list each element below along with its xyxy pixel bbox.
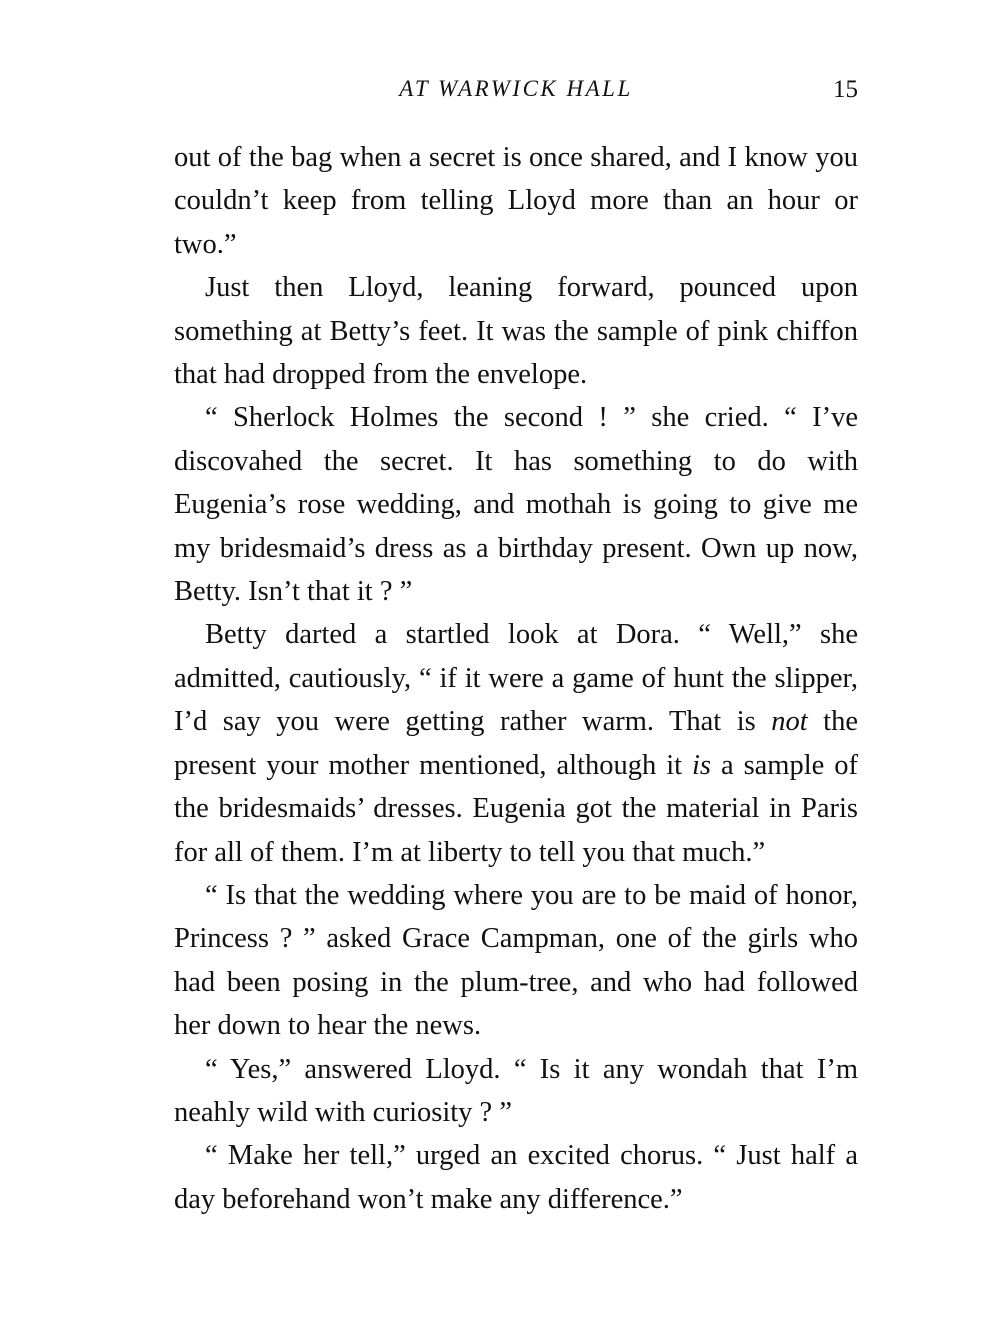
page-number: 15 bbox=[833, 76, 858, 103]
paragraph-text: the present your mother mentioned, although it bbox=[174, 706, 858, 781]
paragraph: “ Make her tell,” urged an excited chorus. “ Just half a day beforehand won’t make any difference.” bbox=[174, 1140, 858, 1215]
paragraph: “ Sherlock Holmes the second ! ” she cried. “ I’ve discovahed the secret. It has something to do with Eugenia’s rose wedding, and mothah is going to give me my bridesmaid’s dress as a birthday present. Own up now, Betty. Isn’t that it ? ” bbox=[174, 402, 858, 608]
body-text bbox=[174, 136, 858, 1221]
paragraph bbox=[174, 613, 858, 873]
emphasis-text: not bbox=[771, 706, 808, 738]
emphasis-text: is bbox=[692, 749, 712, 781]
paragraph-text: Betty darted a startled look at Dora. “ Well,” she admitted, cautiously, “ if it were a game of hunt the slipper, I’d say you were getting rather warm. That is bbox=[174, 619, 858, 738]
running-title: AT WARWICK HALL bbox=[399, 76, 633, 101]
paragraph-continued: out of the bag when a secret is once shared, and I know you couldn’t keep from telling Lloyd more than an hour or two.” bbox=[174, 142, 858, 260]
paragraph-text: a sample of the bridesmaids’ dresses. Eugenia got the material in Paris for all of them. I’m at liberty to tell you that much.” bbox=[174, 749, 858, 868]
paragraph: Just then Lloyd, leaning forward, pounced upon something at Betty’s feet. It was the sample of pink chiffon that had dropped from the envelope. bbox=[174, 272, 858, 391]
paragraph: “ Is that the wedding where you are to be maid of honor, Princess ? ” asked Grace Campman, one of the girls who had been posing in the plum-tree, and who had followed her down to hear the news. bbox=[174, 879, 858, 1042]
paragraph: “ Yes,” answered Lloyd. “ Is it any wondah that I’m neahly wild with curiosity ? ” bbox=[174, 1053, 858, 1128]
running-header bbox=[174, 76, 858, 110]
